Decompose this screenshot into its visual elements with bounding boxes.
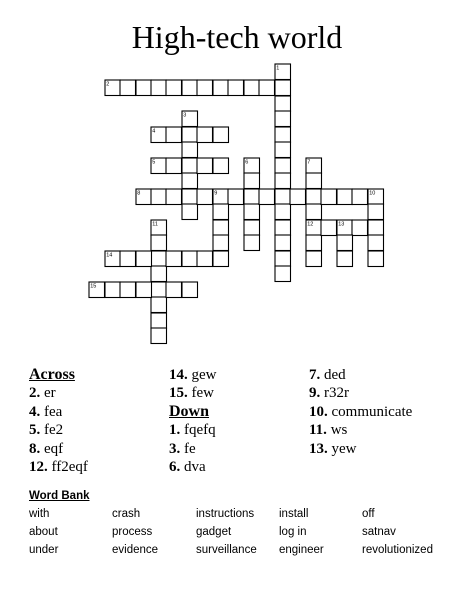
grid-cell[interactable] bbox=[151, 297, 167, 313]
grid-cell[interactable] bbox=[166, 80, 182, 96]
clue-across-14[interactable] bbox=[169, 366, 217, 384]
clue-number: 5. bbox=[29, 422, 41, 439]
clue-number: 1. bbox=[169, 422, 181, 439]
grid-cell[interactable] bbox=[275, 96, 291, 112]
grid-cell[interactable] bbox=[213, 251, 229, 267]
word-bank-item: crash bbox=[112, 508, 141, 520]
grid-cell[interactable] bbox=[182, 80, 198, 96]
grid-cell[interactable] bbox=[275, 266, 291, 282]
word-bank-item: under bbox=[29, 544, 59, 556]
clue-number: 13. bbox=[309, 440, 328, 457]
grid-cell[interactable] bbox=[275, 173, 291, 189]
grid-cell[interactable] bbox=[151, 282, 167, 298]
grid-cell[interactable] bbox=[213, 158, 229, 174]
page-title: High-tech world bbox=[131, 19, 343, 55]
clue-column-3 bbox=[309, 366, 412, 458]
word-bank-item: revolutionized bbox=[362, 544, 433, 556]
grid-cell[interactable] bbox=[337, 189, 353, 205]
across-heading: Across bbox=[29, 366, 75, 383]
clue-down-7[interactable] bbox=[309, 366, 412, 384]
grid-cell[interactable] bbox=[182, 158, 198, 174]
grid-cell[interactable] bbox=[321, 189, 337, 205]
grid-cell[interactable] bbox=[352, 189, 368, 205]
grid-cell[interactable] bbox=[151, 189, 167, 205]
grid-cell[interactable] bbox=[275, 127, 291, 143]
grid-cell[interactable] bbox=[105, 251, 121, 267]
clue-down-6[interactable] bbox=[169, 458, 217, 476]
grid-cell[interactable] bbox=[120, 282, 136, 298]
grid-cell[interactable] bbox=[275, 189, 291, 205]
clue-down-11[interactable] bbox=[309, 421, 412, 439]
grid-cell[interactable] bbox=[182, 204, 198, 220]
grid-cell[interactable] bbox=[290, 189, 306, 205]
grid-cell[interactable] bbox=[105, 282, 121, 298]
grid-cell[interactable] bbox=[166, 251, 182, 267]
cell-number: 12 bbox=[307, 221, 314, 228]
clue-text: yew bbox=[331, 440, 357, 457]
grid-cell[interactable] bbox=[151, 251, 167, 267]
grid-cell[interactable] bbox=[136, 251, 152, 267]
clue-text: er bbox=[44, 385, 56, 402]
grid-cell[interactable] bbox=[368, 204, 384, 220]
clue-text: dva bbox=[184, 459, 206, 476]
cell-number: 6 bbox=[245, 159, 249, 166]
grid-cell[interactable] bbox=[182, 173, 198, 189]
word-bank-title: Word Bank bbox=[29, 490, 90, 502]
grid-cell[interactable] bbox=[259, 189, 275, 205]
cell-number: 13 bbox=[338, 221, 345, 228]
grid-cell[interactable] bbox=[151, 158, 167, 174]
cell-number: 10 bbox=[369, 190, 376, 197]
grid-cell[interactable] bbox=[197, 251, 213, 267]
clue-down-9[interactable] bbox=[309, 384, 412, 402]
word-bank-item: surveillance bbox=[196, 544, 257, 556]
grid-cell[interactable] bbox=[275, 64, 291, 80]
grid-cell[interactable] bbox=[244, 80, 260, 96]
word-bank-item: install bbox=[279, 508, 309, 520]
cell-number: 8 bbox=[137, 190, 141, 197]
word-bank-item: satnav bbox=[362, 526, 396, 538]
clue-number: 11. bbox=[309, 422, 327, 439]
grid-cell[interactable] bbox=[213, 204, 229, 220]
grid-cell[interactable] bbox=[166, 189, 182, 205]
grid-cell[interactable] bbox=[368, 235, 384, 251]
grid-cell[interactable] bbox=[166, 282, 182, 298]
grid-cell[interactable] bbox=[166, 158, 182, 174]
grid-cell[interactable] bbox=[151, 80, 167, 96]
clue-number: 10. bbox=[309, 403, 328, 420]
cell-number: 5 bbox=[152, 159, 156, 166]
grid-cell[interactable] bbox=[259, 80, 275, 96]
grid-cell[interactable] bbox=[89, 282, 105, 298]
grid-cell[interactable] bbox=[182, 282, 198, 298]
grid-cell[interactable] bbox=[368, 220, 384, 236]
word-bank-item: evidence bbox=[112, 544, 159, 556]
grid-cell[interactable] bbox=[151, 328, 167, 344]
cell-number: 15 bbox=[90, 283, 97, 290]
grid-cell[interactable] bbox=[166, 127, 182, 143]
grid-cell[interactable] bbox=[244, 204, 260, 220]
word-bank-item: gadget bbox=[196, 526, 232, 538]
grid-cell[interactable] bbox=[120, 251, 136, 267]
grid-cell[interactable] bbox=[306, 158, 322, 174]
grid-cell[interactable] bbox=[182, 127, 198, 143]
grid-cell[interactable] bbox=[182, 189, 198, 205]
clue-text: ded bbox=[324, 367, 346, 383]
clue-across-5[interactable] bbox=[29, 421, 88, 439]
word-bank-item: engineer bbox=[279, 544, 324, 556]
cell-number: 2 bbox=[106, 81, 110, 88]
grid-cell[interactable] bbox=[213, 127, 229, 143]
grid-cell[interactable] bbox=[136, 189, 152, 205]
grid-cell[interactable] bbox=[182, 142, 198, 158]
grid-cell[interactable] bbox=[306, 220, 322, 236]
clue-text: ff2eqf bbox=[51, 459, 88, 476]
grid-cell[interactable] bbox=[151, 235, 167, 251]
grid-cell[interactable] bbox=[244, 235, 260, 251]
clue-down-10[interactable] bbox=[309, 403, 412, 421]
clue-text: fqefq bbox=[184, 422, 216, 439]
clue-number: 8. bbox=[29, 440, 41, 457]
clue-across-15[interactable] bbox=[169, 384, 217, 402]
grid-cell[interactable] bbox=[275, 235, 291, 251]
grid-cell[interactable] bbox=[151, 127, 167, 143]
clue-text: fea bbox=[44, 403, 63, 420]
grid-cell[interactable] bbox=[244, 173, 260, 189]
word-bank-item: about bbox=[29, 526, 58, 538]
grid-cell[interactable] bbox=[228, 80, 244, 96]
grid-cell[interactable] bbox=[337, 220, 353, 236]
grid-cell[interactable] bbox=[368, 189, 384, 205]
grid-cell[interactable] bbox=[337, 235, 353, 251]
clue-down-1[interactable] bbox=[169, 421, 217, 439]
clue-number: 2. bbox=[29, 385, 41, 402]
clue-number: 12. bbox=[29, 459, 48, 476]
clue-down-13[interactable] bbox=[309, 440, 412, 458]
grid-cell[interactable] bbox=[182, 251, 198, 267]
clue-number: 9. bbox=[309, 385, 321, 402]
clue-number: 4. bbox=[29, 403, 41, 420]
grid-cell[interactable] bbox=[197, 80, 213, 96]
cell-number: 11 bbox=[152, 221, 158, 228]
cell-number: 3 bbox=[183, 112, 187, 119]
grid-cell[interactable] bbox=[213, 220, 229, 236]
word-bank-item: process bbox=[112, 526, 153, 538]
grid-cell[interactable] bbox=[151, 220, 167, 236]
clue-across-8[interactable] bbox=[29, 440, 88, 458]
grid-cell[interactable] bbox=[213, 235, 229, 251]
grid-cell[interactable] bbox=[275, 251, 291, 267]
grid-cell[interactable] bbox=[136, 282, 152, 298]
clue-text: ws bbox=[330, 422, 348, 439]
word-bank-item: log in bbox=[279, 526, 307, 538]
clue-text: eqf bbox=[44, 440, 64, 457]
clue-text: gew bbox=[191, 367, 217, 383]
grid-cell[interactable] bbox=[197, 158, 213, 174]
grid-cell[interactable] bbox=[151, 313, 167, 329]
clue-text: fe bbox=[184, 440, 196, 457]
grid-cell[interactable] bbox=[213, 80, 229, 96]
grid-cell[interactable] bbox=[275, 220, 291, 236]
clue-text: communicate bbox=[331, 403, 413, 420]
clue-across-12[interactable] bbox=[29, 458, 88, 476]
clue-column-1 bbox=[29, 366, 88, 476]
grid-cell[interactable] bbox=[244, 220, 260, 236]
clue-text: few bbox=[191, 385, 214, 402]
grid-cell[interactable] bbox=[368, 251, 384, 267]
word-bank-item: instructions bbox=[196, 508, 255, 520]
grid-cell[interactable] bbox=[197, 127, 213, 143]
cell-number: 14 bbox=[106, 252, 113, 259]
grid-cell[interactable] bbox=[275, 204, 291, 220]
clue-text: fe2 bbox=[44, 422, 64, 439]
grid-cell[interactable] bbox=[105, 80, 121, 96]
grid-cell[interactable] bbox=[136, 80, 152, 96]
cell-number: 7 bbox=[307, 159, 311, 166]
clue-column-2 bbox=[169, 366, 217, 476]
word-bank-item: off bbox=[362, 508, 375, 520]
grid-cell[interactable] bbox=[306, 235, 322, 251]
grid-cell[interactable] bbox=[244, 158, 260, 174]
grid-cell[interactable] bbox=[321, 220, 337, 236]
grid-cell[interactable] bbox=[228, 189, 244, 205]
grid-cell[interactable] bbox=[337, 251, 353, 267]
clue-across-4[interactable] bbox=[29, 403, 88, 421]
grid-cell[interactable] bbox=[182, 111, 198, 127]
cell-number: 9 bbox=[214, 190, 218, 197]
grid-cell[interactable] bbox=[275, 111, 291, 127]
cell-number: 1 bbox=[276, 65, 280, 72]
grid-cell[interactable] bbox=[275, 142, 291, 158]
grid-cell[interactable] bbox=[244, 189, 260, 205]
down-heading: Down bbox=[169, 402, 210, 420]
grid-cell[interactable] bbox=[197, 189, 213, 205]
grid-cell[interactable] bbox=[213, 189, 229, 205]
cell-number: 4 bbox=[152, 128, 156, 135]
grid-cell[interactable] bbox=[151, 266, 167, 282]
clue-number: 15. bbox=[169, 385, 188, 402]
grid-cell[interactable] bbox=[306, 204, 322, 220]
clue-across-2[interactable] bbox=[29, 384, 88, 402]
clue-number: 14. bbox=[169, 367, 188, 383]
clue-text: r32r bbox=[324, 385, 349, 402]
clue-down-3[interactable] bbox=[169, 440, 217, 458]
grid-cell[interactable] bbox=[306, 173, 322, 189]
grid-cell[interactable] bbox=[306, 251, 322, 267]
grid-cell[interactable] bbox=[275, 158, 291, 174]
word-bank-item: with bbox=[29, 508, 50, 520]
grid-cell[interactable] bbox=[306, 189, 322, 205]
clue-number: 6. bbox=[169, 459, 181, 476]
grid-cell[interactable] bbox=[275, 80, 291, 96]
clue-number: 7. bbox=[309, 367, 321, 383]
grid-cell[interactable] bbox=[352, 220, 368, 236]
clue-number: 3. bbox=[169, 440, 181, 457]
grid-cell[interactable] bbox=[120, 80, 136, 96]
